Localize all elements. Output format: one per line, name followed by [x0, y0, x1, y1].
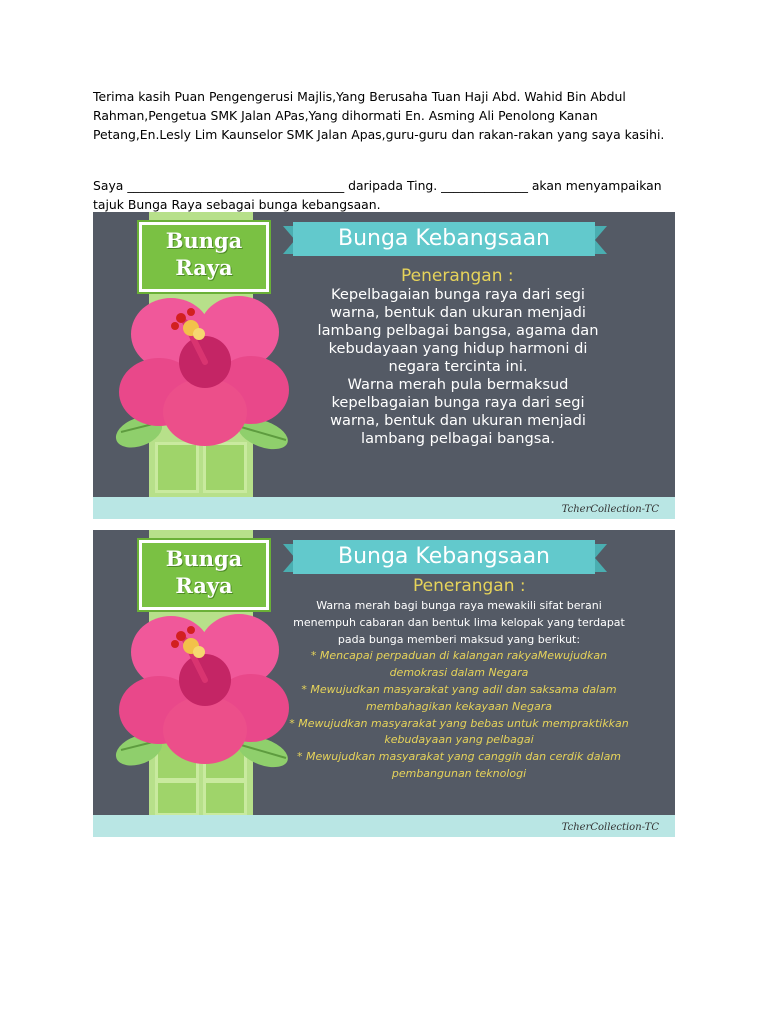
section-heading: Penerangan : — [413, 576, 526, 596]
title-banner — [293, 540, 595, 574]
ribbon-line-1: Bunga — [165, 546, 243, 571]
text-line: kebudayaan yang hidup harmoni di — [328, 340, 588, 357]
credit-watermark: TcherCollection-TC — [561, 504, 659, 515]
text-line: lambang pelbagai bangsa, agama dan — [317, 322, 599, 339]
banner-title: Bunga Kebangsaan — [337, 544, 550, 569]
text-line: Warna merah pula bermaksud — [347, 376, 569, 393]
text-line: demokrasi dalam Negara — [389, 666, 529, 680]
section-heading: Penerangan : — [401, 266, 514, 286]
description-text — [289, 598, 629, 783]
text-line: Kepelbagaian bunga raya dari segi — [331, 286, 585, 303]
text-line: * Mencapai perpaduan di kalangan rakyaMewujudkan — [310, 649, 608, 663]
text-line: negara tercinta ini. — [388, 358, 528, 375]
hibiscus-flower-icon — [111, 600, 295, 770]
text-line: warna, bentuk dan ukuran menjadi — [330, 304, 586, 321]
opening-greeting-paragraph: Terima kasih Puan Pengengerusi Majlis,Yang Berusaha Tuan Haji Abd. Wahid Bin Abdul Rahman,Pengetua SMK Jalan APas,Yang dihormati En. Asming Ali Penolong Kanan Petang,En.Lesly Lim Kaunselor SMK Jalan Apas,guru-guru dan rakan-rakan yang saya kasihi. — [93, 89, 665, 142]
text-line: kebudayaan yang pelbagai — [384, 733, 534, 747]
title-banner — [293, 222, 595, 256]
text-line: kepelbagaian bunga raya dari segi — [331, 394, 585, 411]
text-line: pembangunan teknologi — [391, 766, 527, 780]
text-line: menempuh cabaran dan bentuk lima kelopak yang terdapat — [293, 615, 625, 629]
text-line: * Mewujudkan masyarakat yang bebas untuk mempraktikkan — [289, 716, 629, 730]
slide-image-2 — [93, 530, 675, 837]
ribbon-line-1: Bunga — [165, 228, 243, 253]
introduction-paragraph: Saya ___________________________________ daripada Ting. ______________ akan menyampaikan tajuk Bunga Raya sebagai bunga kebangsaan. — [93, 178, 662, 212]
text-line: pada bunga memberi maksud yang berikut: — [337, 632, 581, 646]
ribbon-line-2: Raya — [175, 573, 233, 598]
text-line: * Mewujudkan masyarakat yang adil dan saksama dalam — [301, 682, 617, 696]
credit-watermark: TcherCollection-TC — [561, 822, 659, 833]
slide-image-1 — [93, 212, 675, 519]
text-line: membahagikan kekayaan Negara — [366, 699, 552, 713]
description-text — [293, 286, 623, 448]
hibiscus-flower-icon — [111, 282, 295, 452]
ribbon-line-2: Raya — [175, 255, 233, 280]
text-line: Warna merah bagi bunga raya mewakili sifat berani — [316, 599, 602, 612]
text-line: * Mewujudkan masyarakat yang canggih dan cerdik dalam — [296, 750, 622, 764]
text-line: lambang pelbagai bangsa. — [361, 430, 555, 447]
banner-title: Bunga Kebangsaan — [337, 226, 550, 251]
text-line: warna, bentuk dan ukuran menjadi — [330, 412, 586, 429]
